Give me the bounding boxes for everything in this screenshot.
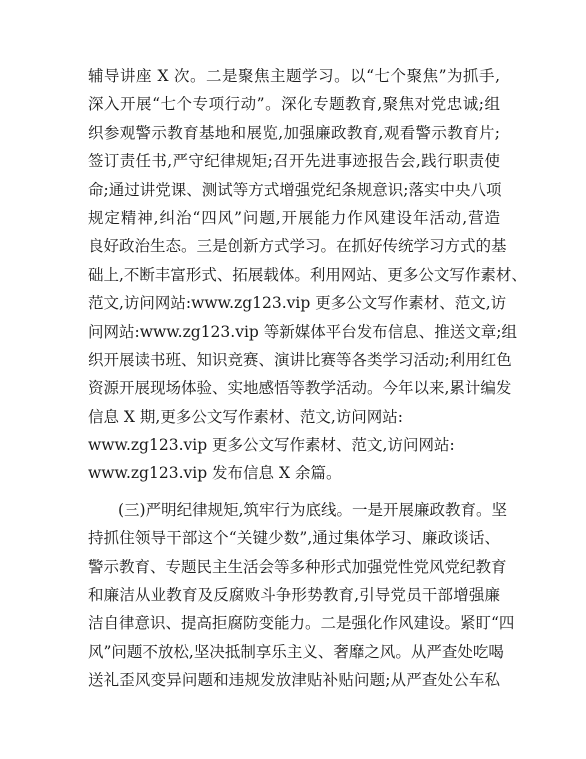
text-line: 础上,不断丰富形式、拓展载体。利用网站、更多公文写作素材、 <box>88 265 527 284</box>
text-line: www.zg123.vip 更多公文写作素材、范文,访问网站: <box>88 436 455 455</box>
paragraph-discipline-rules <box>88 496 515 695</box>
text-line: 送礼歪风变异问题和违规发放津贴补贴问题;从严查处公车私 <box>88 671 500 690</box>
text-line: 资源开展现场体验、实地感悟等教学活动。今年以来,累计编发 <box>88 379 512 398</box>
text-line: 深入开展“七个专项行动”。深化专题教育,聚焦对党忠诚;组 <box>88 95 500 114</box>
text-line: 持抓住领导干部这个“关键少数”,通过集体学习、廉政谈话、 <box>88 529 500 548</box>
text-line: 签订责任书,严守纪律规矩;召开先进事迹报告会,践行职责使 <box>88 152 500 171</box>
text-line: 规定精神,纠治“四风”问题,开展能力作风建设年活动,营造 <box>88 208 500 227</box>
text-line: 和廉洁从业教育及反腐败斗争形势教育,引导党员干部增强廉 <box>88 586 500 605</box>
text-line: www.zg123.vip 发布信息 X 余篇。 <box>88 464 342 483</box>
text-line: 警示教育、专题民主生活会等多种形式加强党性党风党纪教育 <box>88 557 507 576</box>
paragraph-study-methods <box>88 62 527 488</box>
text-line: 织参观警示教育基地和展览,加强廉政教育,观看警示教育片; <box>88 123 500 142</box>
text-line: 命;通过讲党课、测试等方式增强党纪条规意识;落实中央八项 <box>88 180 502 199</box>
text-line: 洁自律意识、提高拒腐防变能力。二是强化作风建设。紧盯“四 <box>88 614 515 633</box>
text-line: 问网站:www.zg123.vip 等新媒体平台发布信息、推送文章;组 <box>88 322 517 341</box>
text-line: 范文,访问网站:www.zg123.vip 更多公文写作素材、范文,访 <box>88 294 507 313</box>
document-body <box>88 62 527 695</box>
paragraph-spacer <box>88 488 500 496</box>
text-line: (三)严明纪律规矩,筑牢行为底线。一是开展廉政教育。坚 <box>118 500 508 519</box>
text-line: 良好政治生态。三是创新方式学习。在抓好传统学习方式的基 <box>88 237 507 256</box>
text-line: 风”问题不放松,坚决抵制享乐主义、奢靡之风。从严查处吃喝 <box>88 642 504 661</box>
text-line: 织开展读书班、知识竞赛、演讲比赛等各类学习活动;利用红色 <box>88 350 512 369</box>
text-line: 信息 X 期,更多公文写作素材、范文,访问网站: <box>88 407 403 426</box>
text-line: 辅导讲座 X 次。二是聚焦主题学习。以“七个聚焦”为抓手, <box>88 67 500 85</box>
